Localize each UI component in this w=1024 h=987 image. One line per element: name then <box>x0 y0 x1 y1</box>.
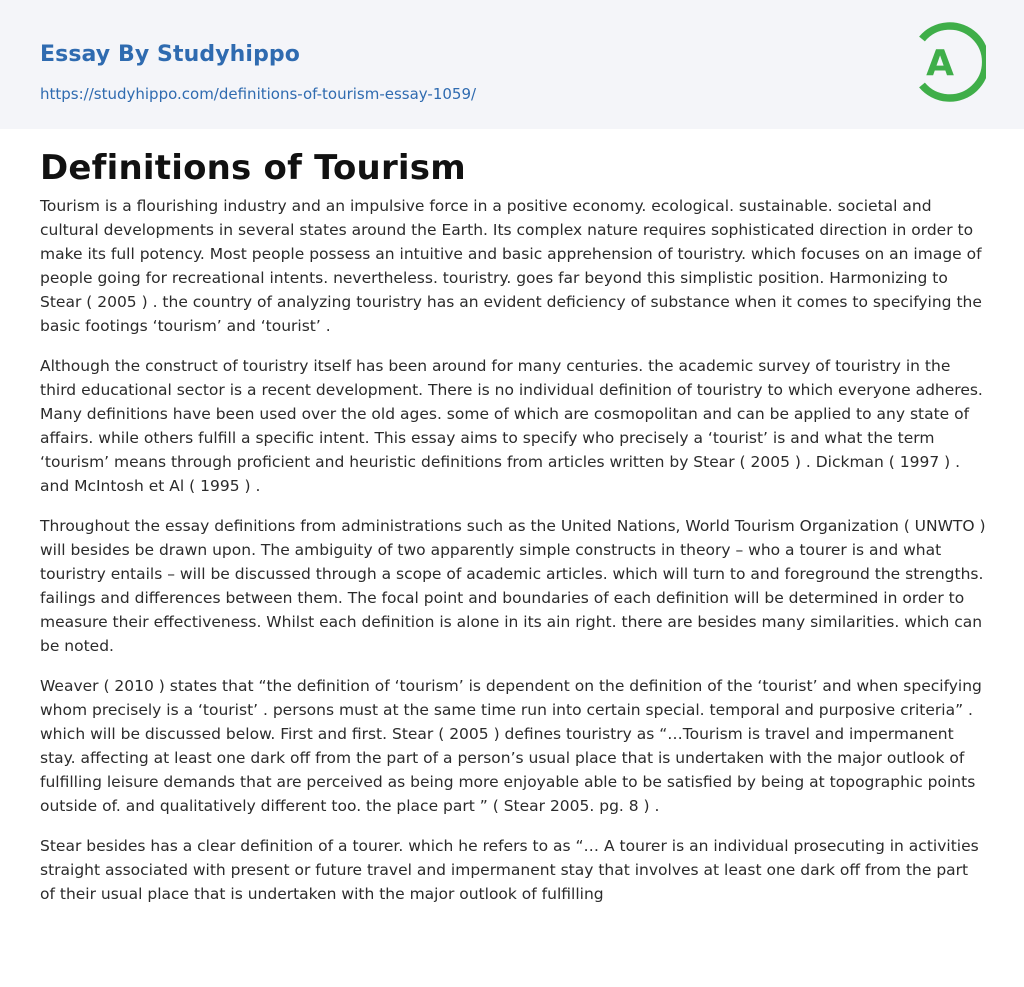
paragraph: Throughout the essay definitions from administrations such as the United Nations, World Tourism Organization ( UNWTO ) will besides be drawn upon. The ambiguity of two apparently simple constructs in theory – who a tourer is and what touristry entails – will be discussed through a scope of academic articles. which will turn to and foreground the strengths. failings and differences between them. The focal point and boundaries of each definition will be determined in order to measure their effectiveness. Whilst each definition is alone in its ain right. there are besides many similarities. which can be noted. <box>40 517 986 655</box>
logo-letter: A <box>926 43 954 84</box>
paragraph: Although the construct of touristry itself has been around for many centuries. the academic survey of touristry in the third educational sector is a recent development. There is no individual definition of touristry to which everyone adheres. Many definitions have been used over the old ages. some of which are cosmopolitan and can be applied to any state of affairs. while others fulfill a specific intent. This essay aims to specify who precisely a ‘tourist’ is and what the term ‘tourism’ means through proficient and heuristic definitions from articles written by Stear ( 2005 ) . Dickman ( 1997 ) . and McIntosh et Al ( 1995 ) . <box>40 357 983 495</box>
source-url-link[interactable]: https://studyhippo.com/definitions-of-tourism-essay-1059/ <box>40 85 477 103</box>
site-header <box>0 0 1024 129</box>
site-title[interactable]: Essay By Studyhippo <box>40 42 300 67</box>
page-title: Definitions of Tourism <box>40 148 466 188</box>
paragraph: Stear besides has a clear definition of a tourer. which he refers to as “… A tourer is an individual prosecuting in activities straight associated with present or future travel and impermanent stay that involves at least one dark off from the part of their usual place that is undertaken with the major outlook of fulfilling <box>40 837 979 903</box>
paragraph: Weaver ( 2010 ) states that “the definition of ‘tourism’ is dependent on the definition of the ‘tourist’ and when specifying whom precisely is a ‘tourist’ . persons must at the same time run into certain special. temporal and purposive criteria” . which will be discussed below. First and first. Stear ( 2005 ) defines touristry as “…Tourism is travel and impermanent stay. affecting at least one dark off from the part of a person’s usual place that is undertaken with the major outlook of fulfilling leisure demands that are perceived as being more enjoyable able to be satisfied by being at topographic points outside of. and qualitatively different too. the place part ” ( Stear 2005. pg. 8 ) . <box>40 677 982 815</box>
article-body <box>40 148 986 922</box>
studyhippo-logo-icon[interactable] <box>912 19 986 105</box>
paragraph: Tourism is a flourishing industry and an impulsive force in a positive economy. ecological. sustainable. societal and cultural developments in several states around the Earth. Its complex nature requires sophisticated direction in order to make its full potency. Most people possess an intuitive and basic apprehension of touristry. which focuses on an image of people going for recreational intents. nevertheless. touristry. goes far beyond this simplistic position. Harmonizing to Stear ( 2005 ) . the country of analyzing touristry has an evident deficiency of substance when it comes to specifying the basic footings ‘tourism’ and ‘tourist’ . <box>40 197 982 335</box>
